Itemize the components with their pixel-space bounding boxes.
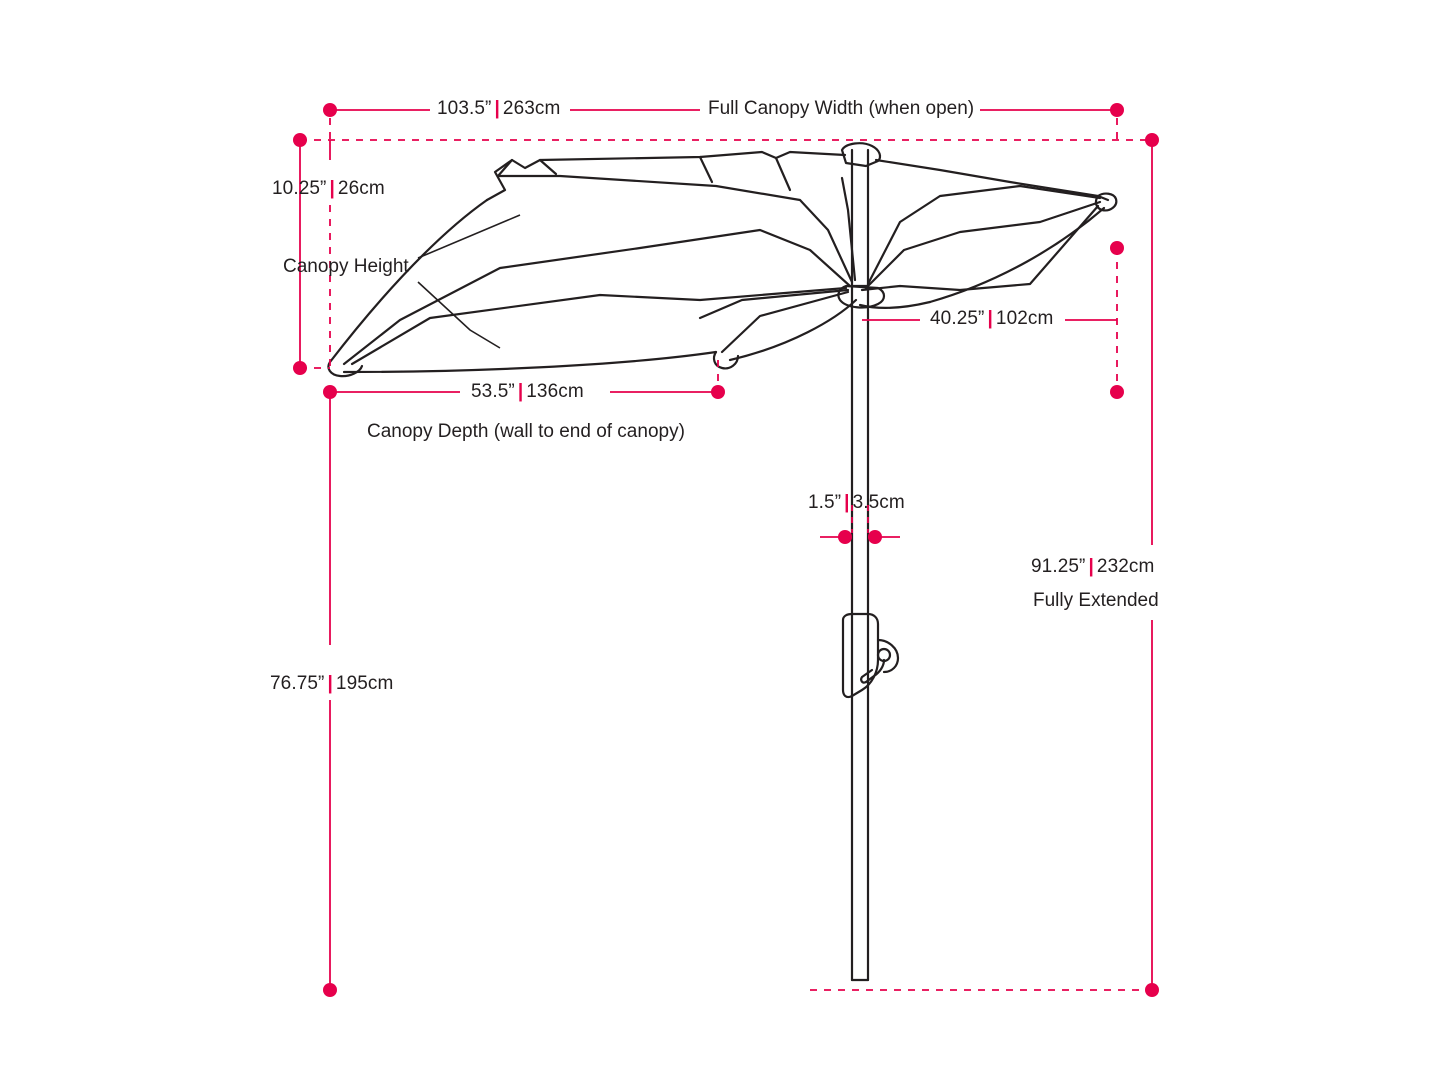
separator-icon: | xyxy=(494,98,500,119)
canopy-depth-label xyxy=(471,381,584,403)
separator-icon: | xyxy=(517,381,524,402)
canopy-half-width-metric: 102cm xyxy=(995,308,1054,329)
clearance-label xyxy=(270,673,393,695)
separator-icon: | xyxy=(987,308,993,329)
pole-diameter-label xyxy=(808,492,905,514)
pole-diameter-metric: 3.5cm xyxy=(852,492,905,513)
pole-diameter-value: 1.5” xyxy=(808,492,842,513)
fully-extended-metric: 232cm xyxy=(1096,556,1155,577)
fully-extended-value: 91.25” xyxy=(1031,556,1086,577)
canopy-depth-value: 53.5” xyxy=(471,381,515,402)
full-canopy-width-value: 103.5” xyxy=(437,98,492,119)
separator-icon: | xyxy=(329,178,335,199)
canopy-depth-note: Canopy Depth (wall to end of canopy) xyxy=(367,421,685,442)
full-canopy-width-label xyxy=(437,98,560,120)
callout-leaders xyxy=(418,215,520,348)
fully-extended-label xyxy=(1031,556,1154,578)
canopy-half-width-value: 40.25” xyxy=(930,308,985,329)
canopy-depth-metric: 136cm xyxy=(526,381,584,402)
dimension-endpoints xyxy=(293,103,1159,997)
canopy-height-value: 10.25” xyxy=(272,178,327,199)
separator-icon: | xyxy=(327,673,333,694)
canopy-half-width-label xyxy=(930,308,1053,330)
canopy-height-note: Canopy Height xyxy=(283,256,409,277)
full-canopy-width-note: Full Canopy Width (when open) xyxy=(708,98,975,119)
fully-extended-note: Fully Extended xyxy=(1033,590,1159,611)
separator-icon: | xyxy=(844,492,850,513)
umbrella-outline xyxy=(328,143,1116,980)
separator-icon: | xyxy=(1088,556,1094,577)
clearance-metric: 195cm xyxy=(335,673,394,694)
dimension-lines xyxy=(268,110,1152,990)
clearance-value: 76.75” xyxy=(270,673,325,694)
canopy-height-metric: 26cm xyxy=(337,178,385,199)
full-canopy-width-metric: 263cm xyxy=(502,98,561,119)
canopy-height-label xyxy=(272,178,385,200)
